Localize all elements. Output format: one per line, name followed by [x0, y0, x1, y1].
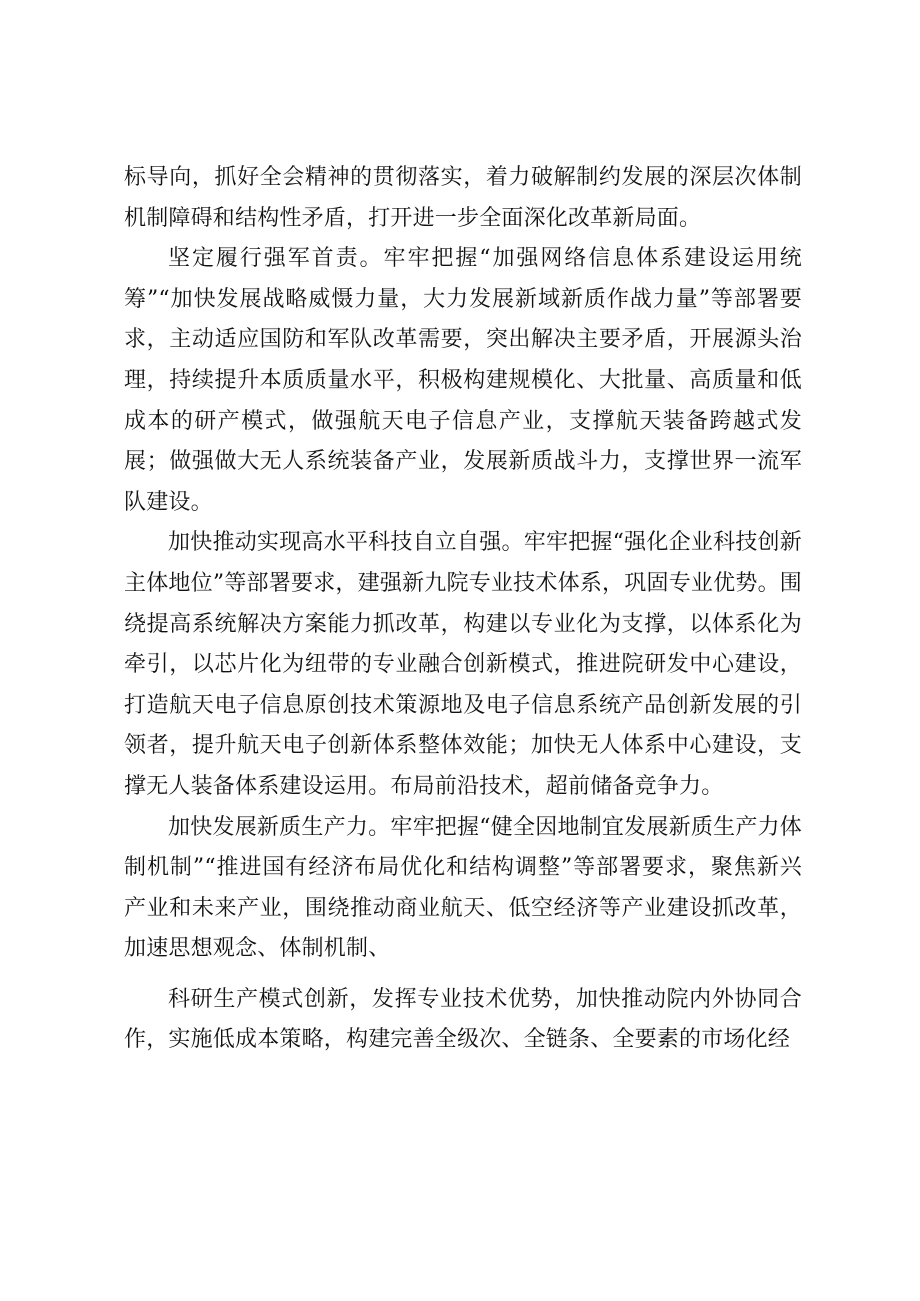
paragraph-tech-self-reliance: 加快推动实现高水平科技自立自强。牢牢把握“强化企业科技创新主体地位”等部署要求，建强新九院专业技术体系，巩固专业优势。围绕提高系统解决方案能力抓改革，构建以专业化为支撑，以体系化为牵引，以芯片化为纽带的专业融合创新模式，推进院研发中心建设，打造航天电子信息原创技术策源地及电子信息系统产品创新发展的引领者，提升航天电子创新体系整体效能；加快无人体系中心建设，支撑无人装备体系建设运用。布局前沿技术，超前储备竞争力。 — [124, 530, 802, 799]
paragraph-new-productivity: 加快发展新质生产力。牢牢把握“健全因地制宜发展新质生产力体制机制”“推进国有经济布局优化和结构调整”等部署要求，聚焦新兴产业和未来产业，围绕推动商业航天、低空经济等产业建设抓改革，加速思想观念、体制机制、 — [124, 814, 802, 962]
paragraph-continuation: 标导向，抓好全会精神的贯彻落实，着力破解制约发展的深层次体制机制障碍和结构性矛盾，打开进一步全面深化改革新局面。 — [124, 165, 802, 231]
document-body — [124, 158, 802, 1061]
paragraph-military-duty: 坚定履行强军首责。牢牢把握“加强网络信息体系建设运用统筹”“加快发展战略威慑力量，大力发展新域新质作战力量”等部署要求，主动适应国防和军队改革需要，突出解决主要矛盾，开展源头治理，持续提升本质质量水平，积极构建规模化、大批量、高质量和低成本的研产模式，做强航天电子信息产业，支撑航天装备跨越式发展；做强做大无人系统装备产业，发展新质战斗力，支撑世界一流军队建设。 — [124, 246, 802, 515]
paragraph-production-innovation: 科研生产模式创新，发挥专业技术优势，加快推动院内外协同合作，实施低成本策略，构建完善全级次、全链条、全要素的市场化经 — [124, 986, 802, 1053]
